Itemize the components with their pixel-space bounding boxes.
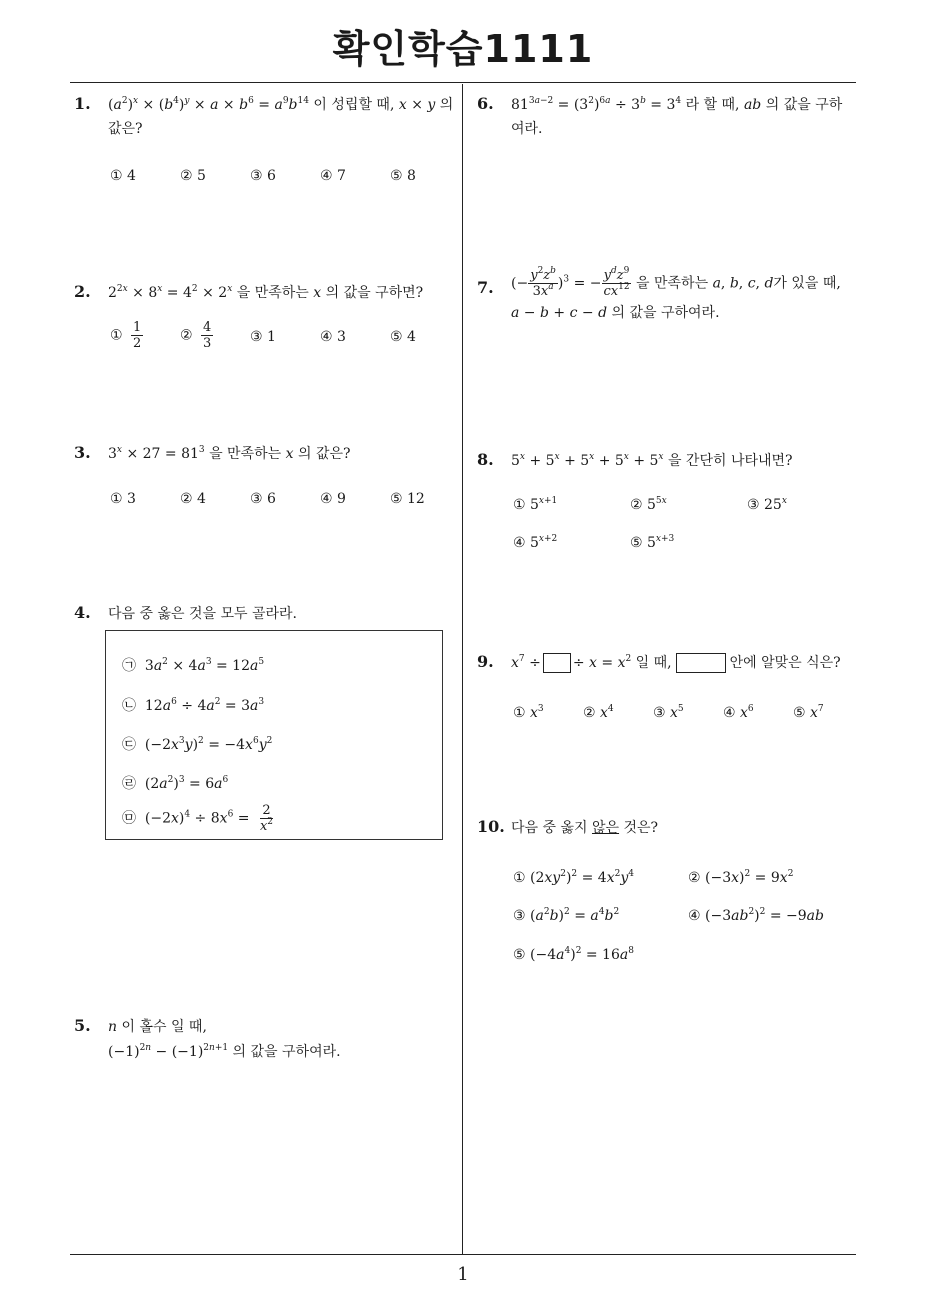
question-text: $(a^2)^x \times (b^4)^y \times a \times b^6 = a^9b^{14}$ 이 성립할 때, x × y 의 bbox=[108, 96, 454, 113]
option[interactable]: ③ 6 bbox=[250, 491, 276, 507]
option[interactable]: ⑤ $(-4a^4)^2 = 16a^8$ bbox=[513, 946, 634, 963]
column-divider bbox=[462, 84, 463, 1254]
option[interactable]: ② 5 bbox=[180, 168, 206, 184]
option[interactable]: ② $\frac{4}{3}$ bbox=[180, 320, 212, 351]
option[interactable]: ③ 25$^x$ bbox=[747, 496, 787, 513]
question-number: 6. bbox=[477, 94, 494, 113]
option[interactable]: ① $5^{x+1}$ bbox=[513, 496, 558, 513]
question-number: 1. bbox=[74, 94, 91, 113]
question-number: 9. bbox=[477, 652, 494, 671]
option[interactable]: ⑤ $x^7$ bbox=[793, 704, 824, 721]
statement-item: ㉡ $12a^6 \div 4a^2 = 3a^3$ bbox=[122, 697, 265, 714]
question-text: $5^x + 5^x + 5^x + 5^x + 5^x$ 을 간단히 나타내면? bbox=[511, 452, 793, 469]
question-number: 7. bbox=[477, 278, 494, 297]
option[interactable]: ① $(2xy^2)^2 = 4x^2y^4$ bbox=[513, 869, 634, 886]
statement-item: ㉣ $(2a^2)^3 = 6a^6$ bbox=[122, 775, 229, 792]
question-number: 5. bbox=[74, 1016, 91, 1035]
option[interactable]: ① $x^3$ bbox=[513, 704, 544, 721]
bottom-rule bbox=[70, 1254, 856, 1255]
question-text-line2: a − b + c − d 의 값을 구하여라. bbox=[511, 305, 720, 321]
question-text: 다음 중 옳은 것을 모두 골라라. bbox=[108, 606, 297, 622]
statement-item: ㉤ $(-2x)^4 \div 8x^6$ = $\frac{2}{x^2}$ bbox=[122, 803, 274, 834]
option[interactable]: ① 3 bbox=[110, 491, 136, 507]
option[interactable]: ④ 3 bbox=[320, 329, 346, 345]
option[interactable]: ② 4 bbox=[180, 491, 206, 507]
blank-box bbox=[543, 653, 571, 673]
question-text: $x^7$ ÷ ÷ $x = x^2$ 일 때, 안에 알맞은 식은? bbox=[511, 654, 841, 671]
option[interactable]: ③ 6 bbox=[250, 168, 276, 184]
question-text: (− $\frac{y^2z^b}{3x^a}$ )$^3$ = − $\frac{y^dz^9}{cx^{12}}$ 을 만족하는 a, b, c, d가 있을 때, bbox=[511, 266, 841, 299]
option[interactable]: ② $x^4$ bbox=[583, 704, 614, 721]
question-text: 다음 중 옳지 않은 것은? bbox=[511, 820, 659, 836]
option[interactable]: ③ 1 bbox=[250, 329, 276, 345]
page-number: 1 bbox=[457, 1264, 469, 1285]
question-text-line2: 여라. bbox=[511, 121, 543, 137]
option[interactable]: ④ $(-3ab^2)^2 = -9ab$ bbox=[688, 907, 824, 924]
option[interactable]: ④ $5^{x+2}$ bbox=[513, 534, 558, 551]
question-number: 3. bbox=[74, 443, 91, 462]
option[interactable]: ⑤ 8 bbox=[390, 168, 416, 184]
option[interactable]: ⑤ $5^{x+3}$ bbox=[630, 534, 675, 551]
option[interactable]: ④ $x^6$ bbox=[723, 704, 754, 721]
question-text-line2: $(-1)^{2n} - (-1)^{2n+1}$ 의 값을 구하여라. bbox=[108, 1043, 341, 1060]
option[interactable]: ② $(-3x)^2 = 9x^2$ bbox=[688, 869, 794, 886]
question-number: 10. bbox=[477, 817, 505, 836]
option[interactable]: ③ $x^5$ bbox=[653, 704, 684, 721]
question-text: $3^x \times 27 = 81^3$ 을 만족하는 x 의 값은? bbox=[108, 445, 351, 462]
option[interactable]: ⑤ 12 bbox=[390, 491, 425, 507]
statement-item: ㉢ $(-2x^3y)^2 = -4x^6y^2$ bbox=[122, 736, 273, 753]
question-text-line2: 값은? bbox=[108, 121, 143, 137]
blank-box bbox=[676, 653, 726, 673]
option[interactable]: ④ 7 bbox=[320, 168, 346, 184]
page-title: 확인학습1111 bbox=[332, 27, 594, 71]
question-text: n 이 홀수 일 때, bbox=[108, 1019, 207, 1035]
question-number: 8. bbox=[477, 450, 494, 469]
top-rule bbox=[70, 82, 856, 83]
option[interactable]: ① 4 bbox=[110, 168, 136, 184]
question-number: 4. bbox=[74, 603, 91, 622]
q4-statement-box bbox=[105, 630, 443, 840]
option[interactable]: ① $\frac{1}{2}$ bbox=[110, 320, 142, 351]
option[interactable]: ② $5^{5x}$ bbox=[630, 496, 667, 513]
option[interactable]: ③ $(a^2b)^2 = a^4b^2$ bbox=[513, 907, 620, 924]
question-number: 2. bbox=[74, 282, 91, 301]
option[interactable]: ④ 9 bbox=[320, 491, 346, 507]
statement-item: ㉠ $3a^2 \times 4a^3 = 12a^5$ bbox=[122, 657, 265, 674]
option[interactable]: ⑤ 4 bbox=[390, 329, 416, 345]
question-text: $2^{2x} \times 8^x = 4^2 \times 2^x$ 을 만족하는 x 의 값을 구하면? bbox=[108, 284, 424, 301]
question-text: $81^{3a-2} = (3^2)^{6a} \div 3^b = 3^4$ 라 할 때, ab 의 값을 구하 bbox=[511, 96, 843, 113]
